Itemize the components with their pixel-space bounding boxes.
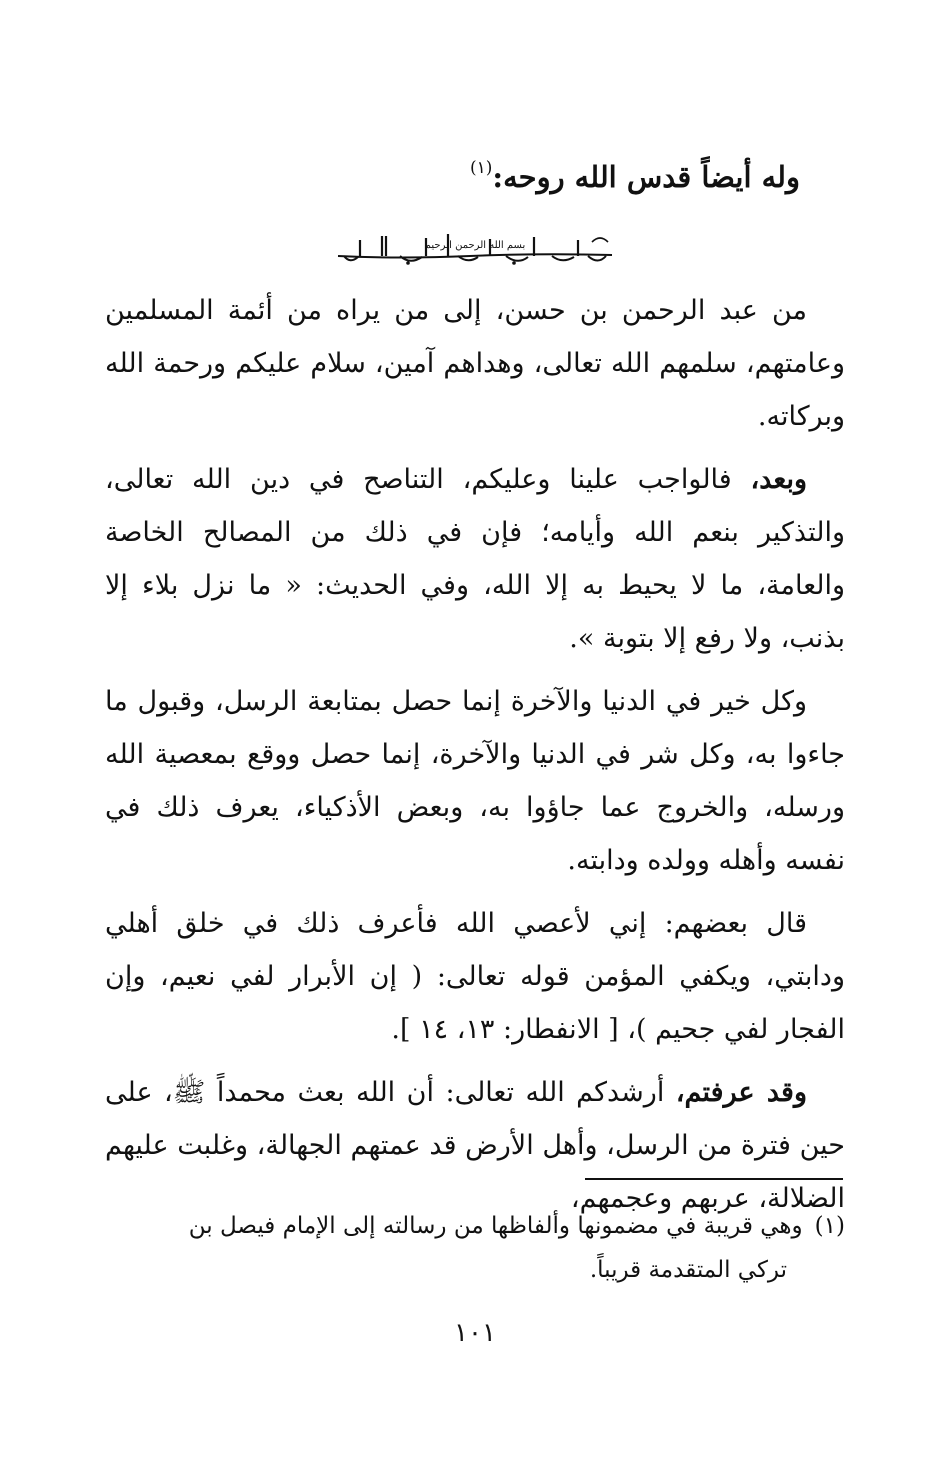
paragraph-lead: وقد عرفتم، bbox=[675, 1077, 807, 1108]
paragraph-text: قال بعضهم: إني لأعصي الله فأعرف ذلك في خلق أهلي ودابتي، ويكفي المؤمن قوله تعالى: ( إن الأبرار لفي نعيم، وإن الفجار لفي جحيم )، [ الانفطار: ١٣، ١٤ ]. bbox=[105, 908, 845, 1045]
basmala-calligraphy bbox=[330, 228, 620, 268]
paragraph bbox=[105, 897, 845, 1056]
heading-text: وله أيضاً قدس الله روحه: bbox=[492, 160, 800, 194]
paragraph bbox=[105, 284, 845, 443]
footnote-marker: (١) bbox=[814, 1213, 845, 1239]
paragraph bbox=[105, 1066, 845, 1225]
paragraph-text: من عبد الرحمن بن حسن، إلى من يراه من أئمة المسلمين وعامتهم، سلمهم الله تعالى، وهداهم آمين، سلام عليكم ورحمة الله وبركاته. bbox=[105, 295, 845, 432]
paragraph-lead: وبعد، bbox=[750, 464, 807, 495]
footnote bbox=[100, 1204, 845, 1292]
footnote-reference: (١) bbox=[469, 158, 493, 178]
main-text bbox=[105, 284, 845, 1235]
paragraph bbox=[105, 453, 845, 665]
paragraph bbox=[105, 675, 845, 887]
page-number: ١٠١ bbox=[454, 1318, 496, 1348]
paragraph-text: أرشدكم الله تعالى: أن الله بعث محمداً ﷺ، على حين فترة من الرسل، وأهل الأرض قد عمتهم الجهالة، وغلبت عليهم الضلالة، عربهم وعجمهم، bbox=[105, 1077, 845, 1214]
footnote-line-2: تركي المتقدمة قريباً. bbox=[589, 1257, 787, 1283]
section-heading bbox=[470, 158, 800, 194]
footnote-divider bbox=[585, 1178, 843, 1180]
basmala-text: بسم الله الرحمن الرحيم bbox=[424, 240, 526, 251]
footnote-line-1: وهي قريبة في مضمونها وألفاظها من رسالته إلى الإمام فيصل بن bbox=[188, 1213, 803, 1239]
paragraph-text: وكل خير في الدنيا والآخرة إنما حصل بمتابعة الرسل، وقبول ما جاءوا به، وكل شر في الدنيا والآخرة، إنما حصل ووقع بمعصية الله ورسله، والخروج عما جاؤوا به، وبعض الأذكياء، يعرف ذلك في نفسه وأهله وولده ودابته. bbox=[105, 686, 845, 876]
paragraph-text: فالواجب علينا وعليكم، التناصح في دين الله تعالى، والتذكير بنعم الله وأيامه؛ فإن في ذلك من المصالح الخاصة والعامة، ما لا يحيط به إلا الله، وفي الحديث: « ما نزل بلاء إلا بذنب، ولا رفع إلا بتوبة ». bbox=[105, 464, 845, 654]
